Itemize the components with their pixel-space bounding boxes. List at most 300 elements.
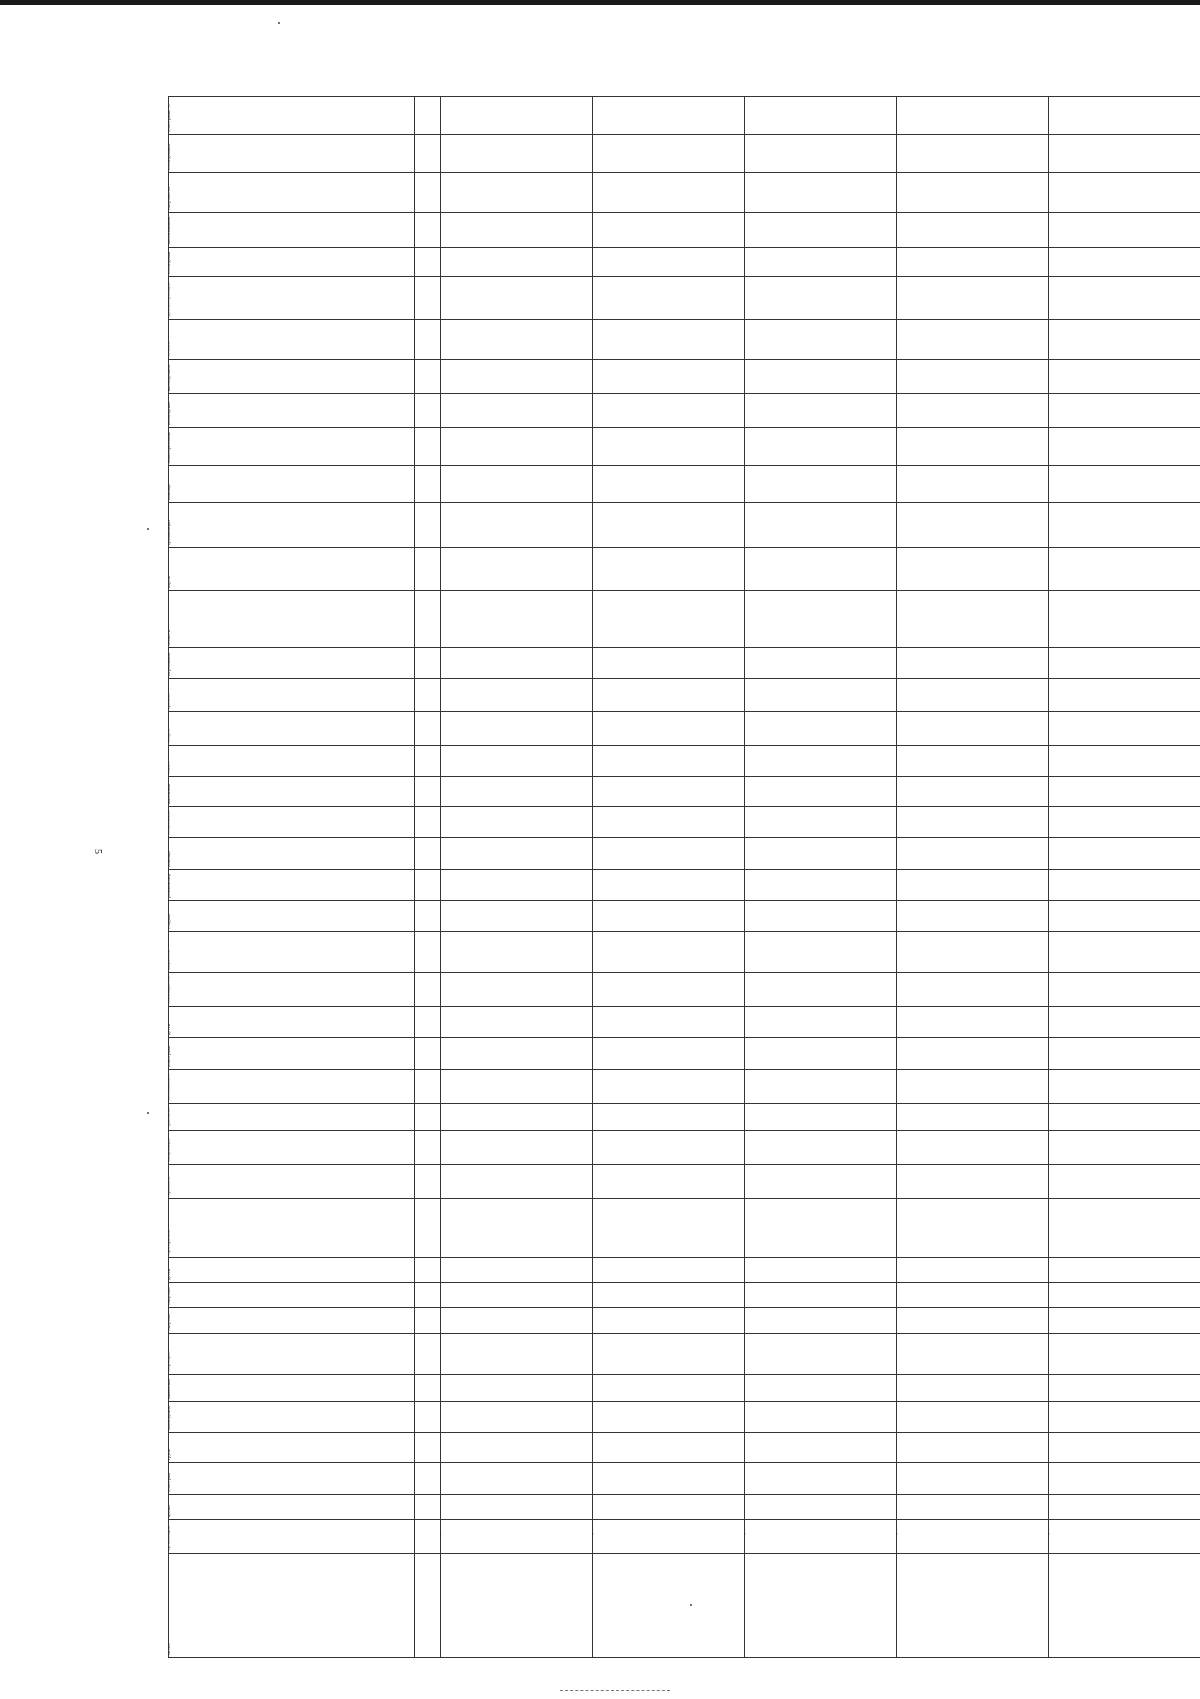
column-number-43-text: 43 [414, 124, 417, 130]
scan-bottom-mark [560, 1690, 670, 1692]
cell-21-8 [745, 901, 897, 932]
cell-34-10 [1049, 428, 1200, 466]
cell-9-8 [745, 1308, 897, 1334]
cell-28-7-text: баллов [592, 688, 595, 703]
cell-31-10-text: баллов [1048, 569, 1051, 585]
cell-13-6 [441, 1165, 593, 1199]
cell-31-7 [593, 548, 745, 591]
cell-33-8 [745, 466, 897, 503]
column-header-8 [169, 1334, 415, 1375]
table-row [169, 679, 1200, 712]
cell-14-8 [745, 1131, 897, 1165]
cell-36-7 [593, 360, 745, 394]
cell-14-9 [897, 1131, 1049, 1165]
cell-15-6 [441, 1104, 593, 1131]
column-number-38 [415, 277, 441, 320]
cell-11-10 [1049, 1258, 1200, 1283]
cell-2-9-text: больница» [896, 1528, 899, 1551]
cell-2-10 [1049, 1520, 1200, 1554]
cell-23-6 [441, 838, 593, 870]
cell-24-10 [1049, 807, 1200, 838]
cell-42-10 [1049, 135, 1200, 173]
cell-7-6 [441, 1375, 593, 1402]
cell-15-8 [745, 1104, 897, 1131]
cell-2-6 [441, 1520, 593, 1554]
column-number-6 [415, 1402, 441, 1433]
table-row [169, 807, 1200, 838]
cell-11-6 [441, 1258, 593, 1283]
cell-4-8-text: баллов [744, 1471, 747, 1486]
cell-43-7 [593, 97, 745, 135]
column-header-20 [169, 932, 415, 973]
table-row [169, 503, 1200, 548]
cell-33-6 [441, 466, 593, 503]
cell-5-6-text: баллов [440, 1445, 443, 1460]
cell-2-7 [593, 1520, 745, 1554]
cell-28-9 [897, 679, 1049, 712]
cell-25-8 [745, 777, 897, 807]
column-number-32-text: 32 [414, 537, 417, 543]
cell-30-8-text: баллов [744, 630, 747, 645]
cell-26-10 [1049, 746, 1200, 777]
column-header-30-text: области [168, 629, 171, 645]
cell-5-9 [897, 1433, 1049, 1463]
cell-8-9 [897, 1334, 1049, 1375]
cell-1-6 [441, 1554, 593, 1658]
column-header-11 [169, 1258, 415, 1283]
cell-3-7-text: баллов [592, 1502, 595, 1517]
cell-8-10 [1049, 1334, 1200, 1375]
cell-41-7 [593, 173, 745, 213]
cell-28-6-text: баллов [440, 688, 443, 703]
column-number-9 [415, 1308, 441, 1334]
column-number-17-text: 17 [414, 1059, 417, 1065]
column-header-11-text: детей [168, 1269, 171, 1280]
column-number-9-text [415, 1310, 418, 1329]
cell-13-8 [745, 1165, 897, 1199]
cell-32-6-text: баллов [440, 524, 443, 539]
cell-38-8 [745, 277, 897, 320]
cell-10-7 [593, 1283, 745, 1308]
column-number-39-text: 39 [414, 266, 417, 272]
column-number-40-text: 40 [414, 237, 417, 243]
column-header-29 [169, 648, 415, 679]
cell-17-6 [441, 1038, 593, 1070]
column-number-15-text: 15 [414, 1120, 417, 1126]
cell-10-6 [441, 1283, 593, 1308]
cell-26-7 [593, 746, 745, 777]
table-row [169, 248, 1200, 277]
table-row [169, 1283, 1200, 1308]
table-row [169, 360, 1200, 394]
cell-31-8-text: баллов [744, 569, 747, 585]
scan-top-edge [0, 0, 1200, 5]
cell-17-9 [897, 1038, 1049, 1070]
cell-41-8 [745, 173, 897, 213]
cell-33-7 [593, 466, 745, 503]
column-header-21-text: стадиях [168, 913, 171, 929]
cell-10-9 [897, 1283, 1049, 1308]
table-row [169, 97, 1200, 135]
column-header-36 [169, 360, 415, 394]
cell-31-7-text: баллов [592, 569, 595, 585]
table-row [169, 648, 1200, 679]
cell-23-8 [745, 838, 897, 870]
cell-34-8 [745, 428, 897, 466]
column-header-5 [169, 1433, 415, 1463]
cell-29-6 [441, 648, 593, 679]
column-number-5-text [415, 1435, 418, 1458]
cell-30-7-text: баллов [592, 630, 595, 645]
column-header-24-text: госпитализации [168, 811, 171, 835]
cell-31-8 [745, 548, 897, 591]
scan-speck [147, 528, 149, 530]
cell-27-6 [441, 712, 593, 746]
table-row [169, 1402, 1200, 1433]
cell-16-10 [1049, 1070, 1200, 1104]
column-number-6-text [415, 1404, 418, 1428]
cell-16-6 [441, 1070, 593, 1104]
cell-1-8 [745, 1554, 897, 1658]
column-number-24 [415, 807, 441, 838]
column-number-39 [415, 248, 441, 277]
cell-30-10-text: баллов [1048, 630, 1051, 645]
table-row [169, 428, 1200, 466]
cell-9-9 [897, 1308, 1049, 1334]
column-header-22-text: реабилитации [168, 874, 171, 898]
cell-2-10-text: больница» [1048, 1528, 1051, 1551]
column-header-38 [169, 277, 415, 320]
cell-21-10 [1049, 901, 1200, 932]
cell-38-7 [593, 277, 745, 320]
column-header-14 [169, 1131, 415, 1165]
column-header-14-text: вакцинации [168, 1138, 171, 1162]
cell-6-9-text: баллов [896, 1415, 899, 1430]
cell-2-8 [745, 1520, 897, 1554]
cell-28-9-text: баллов [896, 688, 899, 703]
column-number-2 [415, 1520, 441, 1554]
column-number-23 [415, 838, 441, 870]
column-header-41 [169, 173, 415, 213]
cell-32-10 [1049, 503, 1200, 548]
column-number-21-text: 21 [414, 921, 417, 927]
cell-27-9 [897, 712, 1049, 746]
cell-22-7 [593, 870, 745, 901]
column-header-43 [169, 97, 415, 135]
cell-1-9 [897, 1554, 1049, 1658]
cell-28-7 [593, 679, 745, 712]
cell-5-7 [593, 1433, 745, 1463]
column-header-35-text: наблюдение [168, 401, 171, 425]
column-number-7-text [415, 1377, 418, 1397]
cell-7-10-text: баллов [1048, 1384, 1051, 1399]
column-number-22 [415, 870, 441, 901]
cell-4-9-text: баллов [896, 1471, 899, 1486]
cell-12-8 [745, 1199, 897, 1258]
cell-35-6 [441, 394, 593, 428]
column-header-34 [169, 428, 415, 466]
table-row [169, 135, 1200, 173]
page-number: 5 [92, 849, 103, 854]
column-number-1-text [415, 1556, 418, 1653]
cell-38-9 [897, 277, 1049, 320]
cell-35-9 [897, 394, 1049, 428]
cell-21-6 [441, 901, 593, 932]
cell-30-6-text: баллов [440, 630, 443, 645]
column-header-37 [169, 320, 415, 360]
cell-19-6 [441, 973, 593, 1007]
column-number-32 [415, 503, 441, 548]
column-number-27 [415, 712, 441, 746]
column-number-28-text: 28 [414, 701, 417, 707]
cell-16-8 [745, 1070, 897, 1104]
cell-5-10-text: баллов [1048, 1445, 1051, 1460]
column-number-16 [415, 1070, 441, 1104]
cell-15-10 [1049, 1104, 1200, 1131]
cell-19-9 [897, 973, 1049, 1007]
cell-7-8-text: баллов [744, 1384, 747, 1399]
cell-6-7 [593, 1402, 745, 1433]
cell-8-9-text: баллов [896, 1357, 899, 1372]
column-header-16 [169, 1070, 415, 1104]
cell-4-7 [593, 1463, 745, 1495]
cell-39-9 [897, 248, 1049, 277]
cell-13-9 [897, 1165, 1049, 1199]
column-number-12 [415, 1199, 441, 1258]
cell-32-9 [897, 503, 1049, 548]
column-number-36 [415, 360, 441, 394]
cell-4-6 [441, 1463, 593, 1495]
column-header-17-text: осмотрами [168, 1045, 171, 1067]
column-header-28 [169, 679, 415, 712]
column-header-41-text: смертности [168, 187, 171, 210]
column-number-10 [415, 1283, 441, 1308]
column-number-16-text: 16 [414, 1093, 417, 1099]
column-header-36-text: наблюдением [168, 364, 171, 391]
cell-3-6-text: баллов [440, 1502, 443, 1517]
column-header-10-text: смертности [168, 1287, 171, 1305]
column-number-10-text: 10 [414, 1297, 417, 1303]
cell-38-10 [1049, 277, 1200, 320]
column-number-3 [415, 1495, 441, 1520]
cell-29-8-text: баллов [744, 661, 747, 676]
cell-28-8-text: баллов [744, 688, 747, 703]
cell-29-9-text: баллов [896, 661, 899, 676]
column-number-35 [415, 394, 441, 428]
cell-26-8 [745, 746, 897, 777]
column-header-42-text: обследование [168, 143, 171, 170]
cell-8-6 [441, 1334, 593, 1375]
cell-35-10 [1049, 394, 1200, 428]
cell-7-7-text: баллов [592, 1384, 595, 1399]
cell-20-9 [897, 932, 1049, 973]
column-header-42 [169, 135, 415, 173]
cell-4-10-text: баллов [1048, 1471, 1051, 1486]
cell-25-6 [441, 777, 593, 807]
table-row [169, 1104, 1200, 1131]
cell-29-6-text: баллов [440, 661, 443, 676]
cell-3-6 [441, 1495, 593, 1520]
column-header-2 [169, 1520, 415, 1554]
cell-7-9-text: баллов [896, 1384, 899, 1399]
cell-18-6 [441, 1007, 593, 1038]
cell-12-9 [897, 1199, 1049, 1258]
column-header-6-text: наблюдения [168, 1406, 171, 1430]
cell-7-8 [745, 1375, 897, 1402]
column-number-18 [415, 1007, 441, 1038]
cell-1-10-text: 10 [1048, 1650, 1051, 1655]
column-header-35 [169, 394, 415, 428]
column-number-13-text: 13 [414, 1188, 417, 1194]
table-row [169, 1554, 1200, 1658]
table-row [169, 394, 1200, 428]
column-number-25-text: 25 [414, 796, 417, 802]
column-header-26-text: жалоб [168, 761, 171, 774]
column-header-15-text: травматизма [168, 1108, 171, 1128]
cell-22-8 [745, 870, 897, 901]
column-header-4 [169, 1463, 415, 1495]
cell-29-7-text: баллов [592, 661, 595, 676]
cell-6-10 [1049, 1402, 1200, 1433]
cell-1-7 [593, 1554, 745, 1658]
column-number-34 [415, 428, 441, 466]
cell-15-9 [897, 1104, 1049, 1131]
column-header-27 [169, 712, 415, 746]
column-number-33 [415, 466, 441, 503]
table-row [169, 712, 1200, 746]
column-header-9 [169, 1308, 415, 1334]
cell-7-6-text: баллов [440, 1384, 443, 1399]
cell-38-6 [441, 277, 593, 320]
column-header-21 [169, 901, 415, 932]
cell-12-7 [593, 1199, 745, 1258]
cell-3-9-text: баллов [896, 1502, 899, 1517]
cell-30-9 [897, 591, 1049, 648]
column-header-38-text: диспансеризацию [168, 282, 171, 317]
table-row [169, 1334, 1200, 1375]
column-number-26-text: 26 [414, 766, 417, 772]
column-number-19-text: 19 [414, 996, 417, 1002]
column-number-13 [415, 1165, 441, 1199]
cell-26-9 [897, 746, 1049, 777]
column-header-23-text: помощи [168, 851, 171, 867]
cell-36-9 [897, 360, 1049, 394]
column-number-5 [415, 1433, 441, 1463]
cell-18-7 [593, 1007, 745, 1038]
column-number-26 [415, 746, 441, 777]
cell-33-9 [897, 466, 1049, 503]
cell-29-10-text: баллов [1048, 661, 1051, 676]
column-header-20-text: пациентов [168, 949, 171, 970]
cell-5-9-text: баллов [896, 1445, 899, 1460]
column-number-22-text: 22 [414, 890, 417, 896]
column-number-29-text: 29 [414, 668, 417, 674]
column-number-2-text [415, 1522, 418, 1549]
cell-6-7-text: баллов [592, 1415, 595, 1430]
cell-27-10 [1049, 712, 1200, 746]
cell-4-8 [745, 1463, 897, 1495]
cell-5-10 [1049, 1433, 1200, 1463]
cell-28-10-text: баллов [1048, 688, 1051, 703]
cell-26-6 [441, 746, 593, 777]
column-number-31 [415, 548, 441, 591]
cell-39-7 [593, 248, 745, 277]
column-header-16-text: заболеваемости [168, 1074, 171, 1101]
column-number-14-text: 14 [414, 1154, 417, 1160]
table-row [169, 277, 1200, 320]
cell-32-8-text: баллов [744, 524, 747, 539]
cell-12-6 [441, 1199, 593, 1258]
column-number-40 [415, 213, 441, 248]
cell-4-10 [1049, 1463, 1200, 1495]
cell-40-10 [1049, 213, 1200, 248]
table-row [169, 591, 1200, 648]
column-header-30 [169, 591, 415, 648]
column-number-36-text: 36 [414, 383, 417, 389]
column-number-21 [415, 901, 441, 932]
cell-36-10 [1049, 360, 1200, 394]
cell-2-7-text: больница» [592, 1528, 595, 1551]
cell-41-6 [441, 173, 593, 213]
cell-7-10 [1049, 1375, 1200, 1402]
column-header-33 [169, 466, 415, 503]
column-header-34-text: новообразований [168, 432, 171, 463]
column-number-42 [415, 135, 441, 173]
column-header-39 [169, 248, 415, 277]
cell-31-9-text: баллов [896, 569, 899, 585]
table-row [169, 1007, 1200, 1038]
cell-36-8 [745, 360, 897, 394]
cell-23-10 [1049, 838, 1200, 870]
cell-40-7 [593, 213, 745, 248]
column-header-15 [169, 1104, 415, 1131]
column-header-37-text: лечение [168, 341, 171, 357]
table-row [169, 548, 1200, 591]
column-number-8-text [415, 1336, 418, 1370]
table-row [169, 1070, 1200, 1104]
cell-25-10 [1049, 777, 1200, 807]
cell-24-6 [441, 807, 593, 838]
cell-24-8 [745, 807, 897, 838]
table-row [169, 1375, 1200, 1402]
cell-36-6 [441, 360, 593, 394]
cell-42-6 [441, 135, 593, 173]
table-row [169, 1308, 1200, 1334]
column-number-1 [415, 1554, 441, 1658]
cell-41-9 [897, 173, 1049, 213]
column-number-42-text: 42 [414, 162, 417, 168]
cell-32-6 [441, 503, 593, 548]
cell-39-8 [745, 248, 897, 277]
column-header-25 [169, 777, 415, 807]
table-row [169, 901, 1200, 932]
column-number-19 [415, 973, 441, 1007]
column-number-3-text [415, 1497, 418, 1515]
column-header-3-text: целью [168, 1504, 171, 1517]
column-number-4 [415, 1463, 441, 1495]
cell-3-10 [1049, 1495, 1200, 1520]
cell-3-9 [897, 1495, 1049, 1520]
cell-31-6 [441, 548, 593, 591]
cell-19-10 [1049, 973, 1200, 1007]
cell-30-9-text: баллов [896, 630, 899, 645]
table-row [169, 213, 1200, 248]
cell-1-7-text [593, 1558, 596, 1655]
column-header-7 [169, 1375, 415, 1402]
column-number-8 [415, 1334, 441, 1375]
cell-22-6 [441, 870, 593, 901]
cell-9-7 [593, 1308, 745, 1334]
